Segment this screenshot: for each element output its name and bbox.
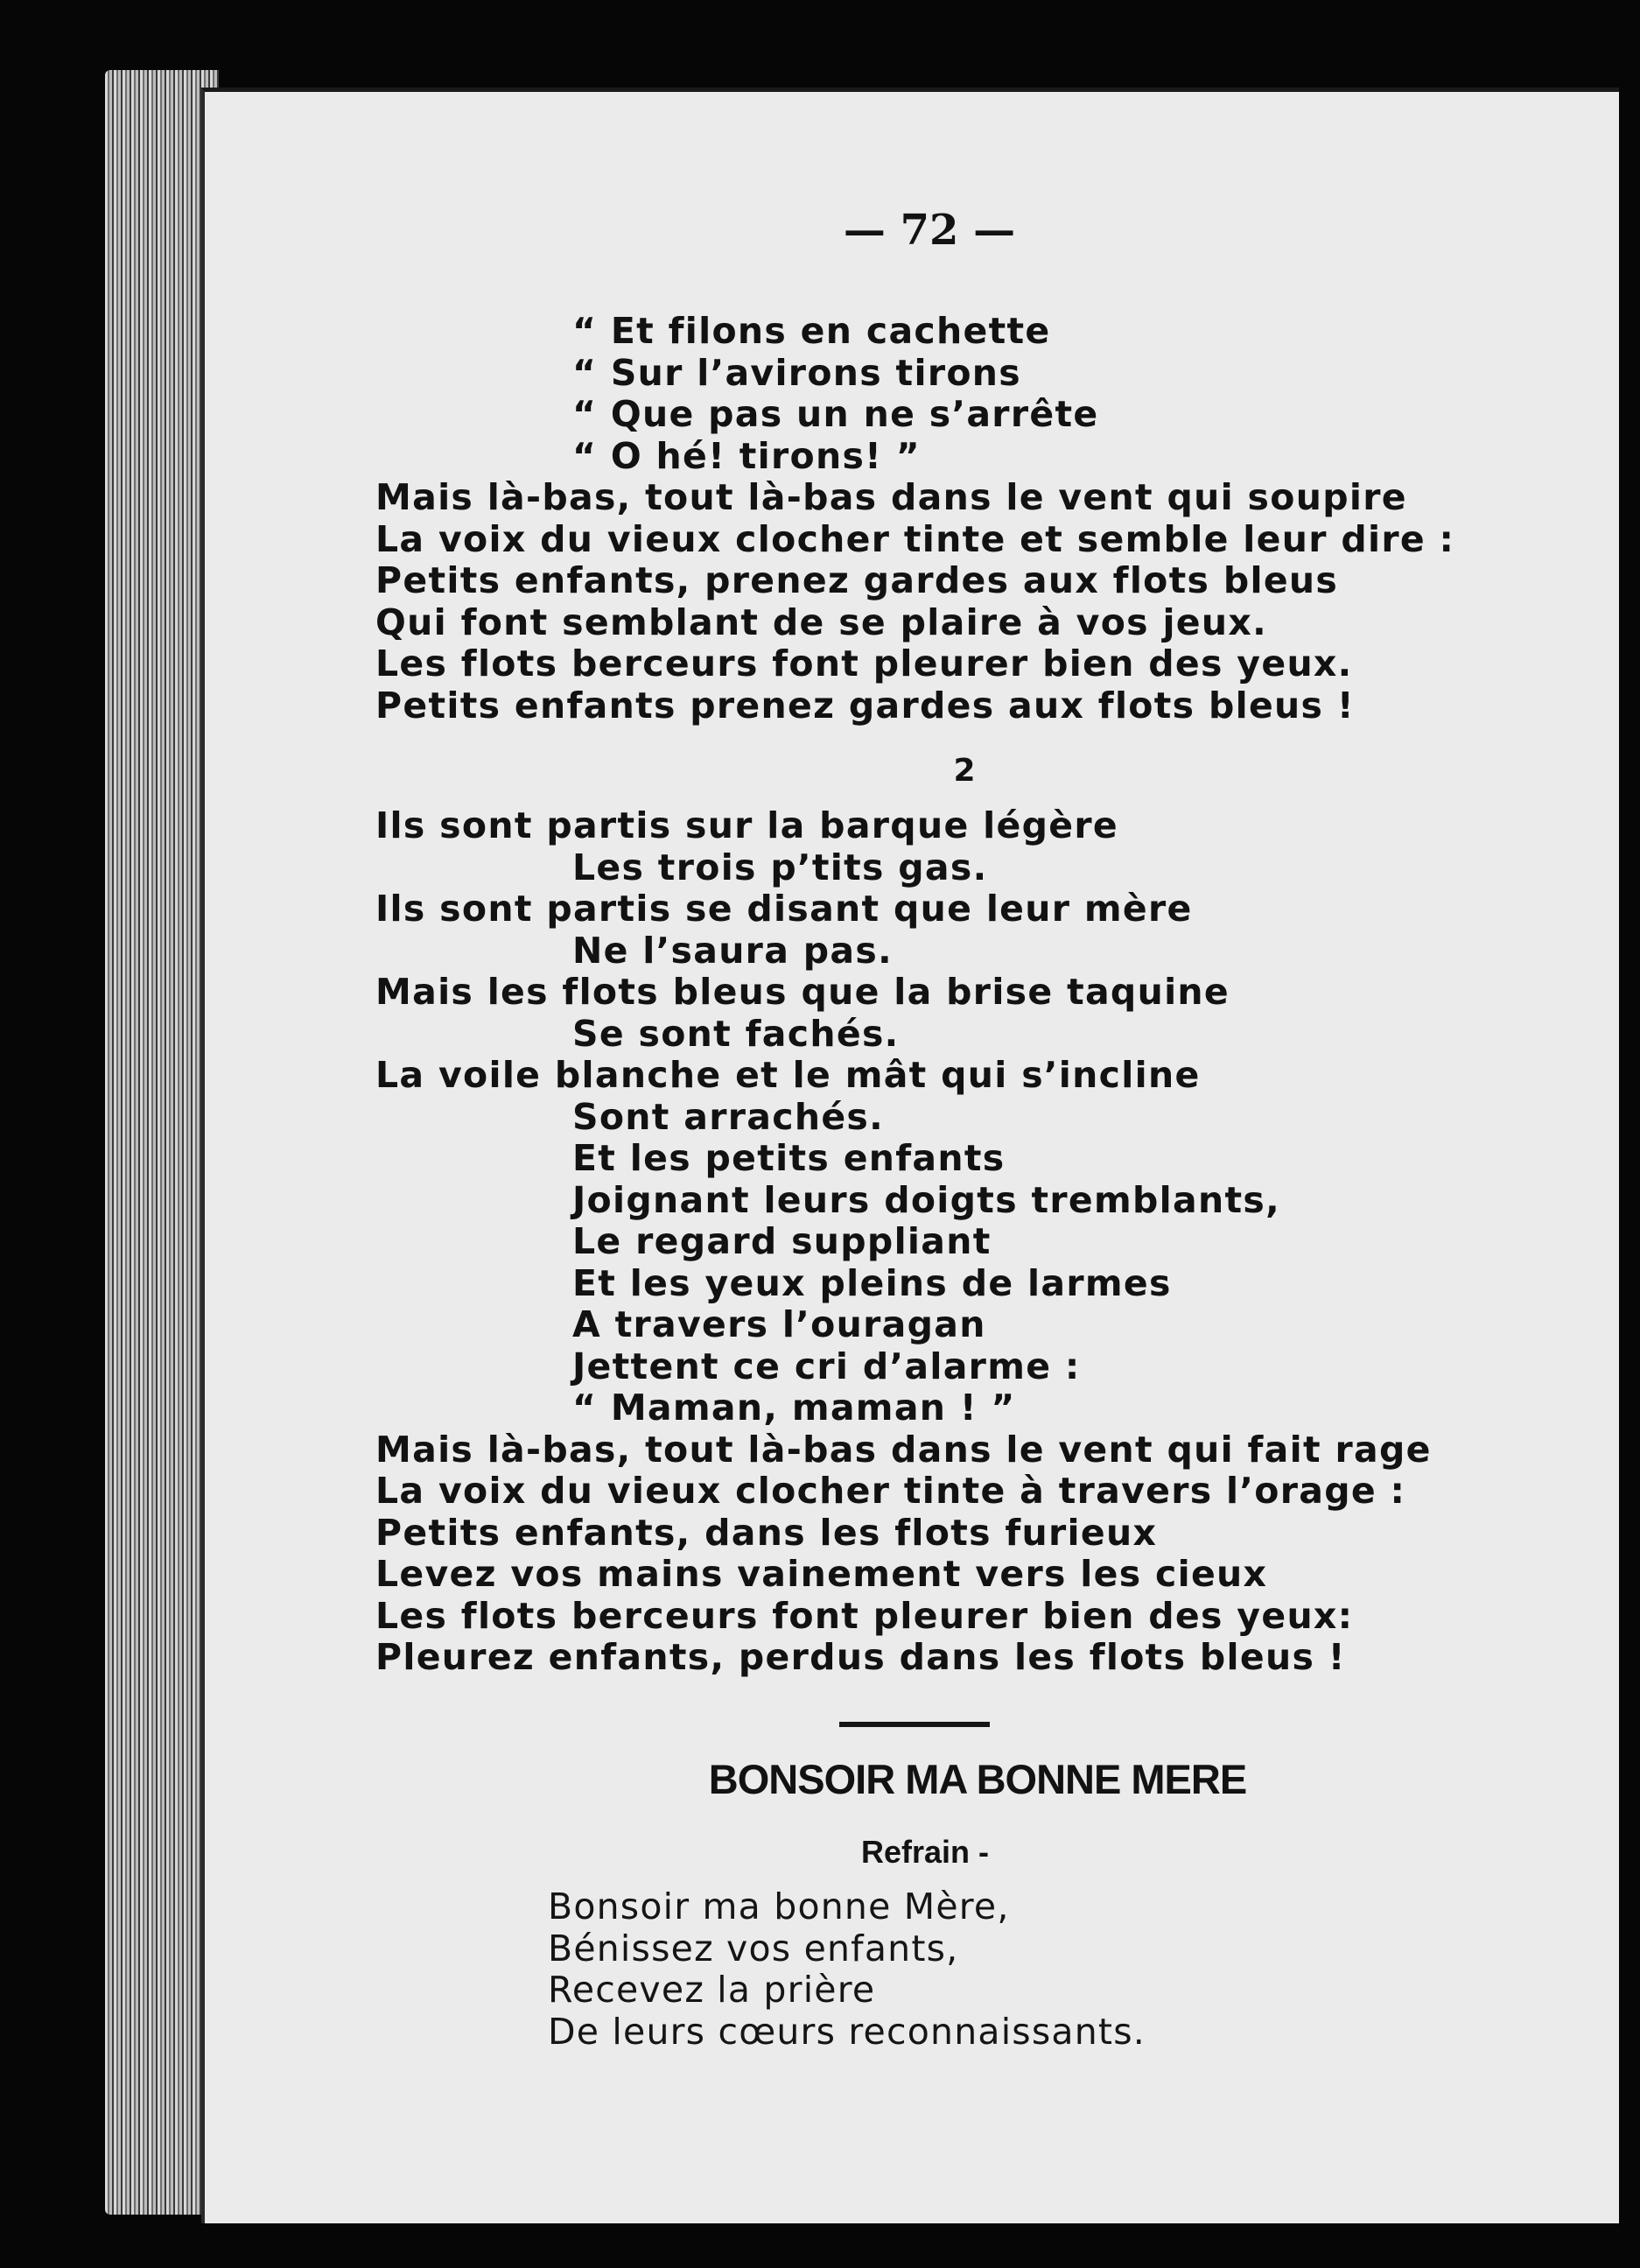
verse-line: Mais les flots bleus que la brise taquine <box>375 971 1230 1013</box>
verse-line: La voile blanche et le mât qui s’incline <box>375 1054 1201 1096</box>
refrain-line: De leurs cœurs reconnaissants. <box>548 2010 1146 2053</box>
verse-line: “ Que pas un ne s’arrête <box>572 393 1099 435</box>
page-content <box>205 92 1619 2223</box>
page-number: — 72 — <box>843 206 1016 255</box>
book-page <box>201 88 1619 2223</box>
verse-line: Levez vos mains vainement vers les cieux <box>375 1553 1268 1595</box>
refrain-label: Refrain - <box>860 1834 990 1870</box>
verse-line: Se sont fachés. <box>572 1012 900 1055</box>
verse-line: Ils sont partis se disant que leur mère <box>375 888 1193 930</box>
stanza-number: 2 <box>953 753 976 789</box>
verse-line: La voix du vieux clocher tinte à travers l’orage : <box>375 1470 1406 1512</box>
verse-line: Le regard suppliant <box>572 1220 992 1262</box>
verse-line: Et les yeux pleins de larmes <box>572 1261 1172 1304</box>
section-divider <box>839 1722 990 1727</box>
verse-line: Et les petits enfants <box>572 1137 1006 1179</box>
verse-line: Les trois p’tits gas. <box>572 846 988 888</box>
verse-line: Les flots berceurs font pleurer bien des yeux: <box>375 1594 1354 1637</box>
verse-line: Sont arrachés. <box>572 1095 885 1138</box>
verse-line: Jettent ce cri d’alarme : <box>572 1345 1081 1387</box>
refrain-line: Bonsoir ma bonne Mère, <box>548 1885 1010 1927</box>
verse-line: “ Maman, maman ! ” <box>572 1387 1016 1429</box>
verse-line: Les flots berceurs font pleurer bien des yeux. <box>375 642 1353 685</box>
verse-line: “ Sur l’avirons tirons <box>572 351 1021 394</box>
verse-line: Mais là-bas, tout là-bas dans le vent qui fait rage <box>375 1428 1432 1471</box>
verse-line: Ils sont partis sur la barque légère <box>375 804 1118 846</box>
verse-line: Petits enfants, prenez gardes aux flots bleus <box>375 559 1339 601</box>
refrain-text <box>548 1886 1146 2053</box>
refrain-line: Recevez la prière <box>548 1969 876 2011</box>
verse-line: Petits enfants prenez gardes aux flots bleus ! <box>375 684 1355 727</box>
refrain-line: Bénissez vos enfants, <box>548 1927 959 1970</box>
verse-line: Ne l’saura pas. <box>572 929 893 972</box>
verse-1 <box>375 311 1454 727</box>
verse-line: Qui font semblant de se plaire à vos jeux. <box>375 600 1268 643</box>
verse-line: Pleurez enfants, perdus dans les flots bleus ! <box>375 1636 1346 1678</box>
verse-line: La voix du vieux clocher tinte et semble leur dire : <box>375 517 1455 560</box>
verse-line: “ Et filons en cachette <box>572 310 1051 352</box>
song-title: BONSOIR MA BONNE MERE <box>708 1756 1247 1802</box>
verse-line: “ O hé! tirons! ” <box>572 434 921 477</box>
verse-line: Petits enfants, dans les flots furieux <box>375 1511 1158 1554</box>
verse-2 <box>375 805 1432 1679</box>
verse-line: Mais là-bas, tout là-bas dans le vent qui soupire <box>375 476 1407 518</box>
verse-line: A travers l’ouragan <box>572 1303 986 1345</box>
verse-line: Joignant leurs doigts tremblants, <box>572 1178 1280 1221</box>
